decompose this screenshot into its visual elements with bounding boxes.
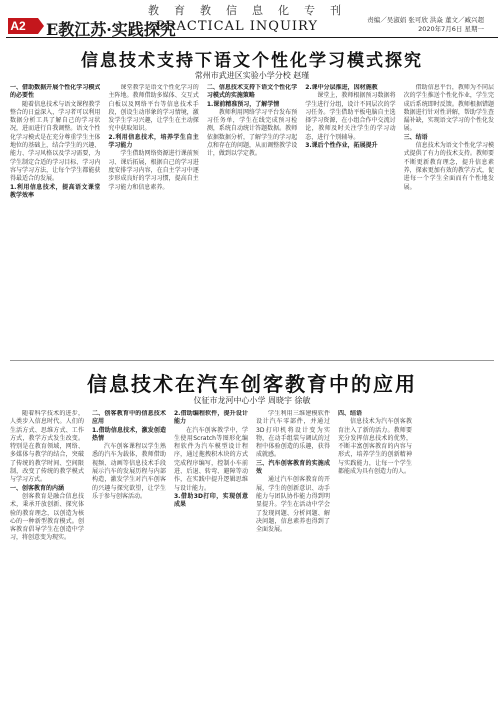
article1-column [305,84,395,352]
paragraph: 在汽车创客教学中，学生使用Scratch等图形化编程软件为汽车模型设计程序，通过拖拽积木块的方式完成程序编写，控制小车前进、后退、转弯、避障等动作，在实践中提升逻辑思维与设计能力。 [174,426,248,492]
paragraph: 信息技术为语文个性化学习模式提供了有力的技术支持。教师要不断更新教育理念，提升信息素养，探索更加有效的教学方式，促进每一个学生全面而有个性地发展。 [403,142,495,191]
article1-byline: 常州市武进区实验小学分校 赵瑾 [194,71,310,80]
paragraph: 三、结语 [403,133,428,141]
paragraph: 借助信息平台，教师为不同层次的学生推送个性化作业，学生完成后系统即时反馈。教师根据错题数据进行针对性讲解，帮助学生查漏补缺，实现语文学习的个性化发展。 [403,84,495,133]
article1-body [10,84,494,352]
issue-date: 2020年7月6日 星期一 [418,25,484,33]
article2-column [420,410,494,702]
article1-column [207,84,297,352]
paragraph: 二、信息技术支持下语文个性化学习模式的实施策略 [206,84,298,100]
paragraph: 课堂上，教师根据预习数据将学生进行分组，设计不同层次的学习任务。学生借助平板电脑自主选择学习资源，在小组合作中交流讨论，教师及时关注学生的学习动态，进行个别辅导。 [305,92,396,141]
paragraph: 2.课中分层推进，因材施教 [305,84,378,91]
page-code-badge [8,18,38,34]
article2-column [92,410,166,702]
paragraph: 3.课后个性作业，拓展提升 [305,142,378,150]
paragraph: 1.课前精准预习，了解学情 [206,100,280,108]
article2-column [256,410,330,702]
article2-body [10,410,494,702]
editor-names: 责编／吴淑娟 张可欣 洪焱 董文／臧兴超 [367,16,484,24]
article2-byline: 仪征市龙河中心小学 周晓宇 徐敏 [193,396,311,405]
paragraph: 1.借助信息技术，激发创造热情 [92,426,166,442]
paragraph: 2.借助编程软件，提升设计能力 [174,410,248,426]
paragraph: 学生利用三维建模软件设计汽车零部件，并通过3D打印机将设计变为实物，在动手组装与调试的过程中体验创造的乐趣，获得成就感。 [256,410,330,459]
article2-title: 信息技术在汽车创客教育中的应用 [87,372,417,396]
column-name: E教江苏·实践探究 [46,20,176,39]
paragraph: 3.借助3D打印，实现创意成果 [174,492,248,509]
paragraph: 教师利用网络学习平台发布预习任务单，学生在线完成预习检测，系统自动统计答题数据。教师依据数据分析，了解学生的学习起点和存在的问题，从而调整教学设计，做到以学定教。 [206,108,298,158]
page-code: A2 [10,19,26,33]
paragraph: 随着信息技术与语文课程教学整合的日益深入，学习者可以利用数据分析工具了解自己的学习状况，进而进行自我调整。语文个性化学习模式是在充分尊重学生主体地位的基础上，结合学生的兴趣、能力、学习风格以及学习需要，为学生制定合适的学习目标、学习内容与学习方法，让每个学生都能获得最适合的发展。 [10,100,101,183]
paragraph: 四、结语 [338,410,363,417]
masthead-bar [6,16,498,38]
paragraph: 2.利用信息技术，培养学生自主学习能力 [108,133,199,150]
column-english-name: PRACTICAL INQUIRY [156,19,319,34]
paragraph: 课堂教学是语文个性化学习的主阵地。教师借助多媒体、交互式白板以及网络平台等信息技术手段，创设生动形象的学习情境，激发学生学习兴趣，让学生在主动探究中获取知识。 [108,84,199,133]
article2-column [174,410,248,702]
article-divider [10,360,494,361]
paragraph: 信息技术为汽车创客教育注入了新的活力。教师要充分发挥信息技术的优势，不断丰富创客教育的内容与形式，培养学生的创新精神与实践能力，让每一个学生都能成为具有创造力的人。 [338,418,412,476]
article2-column [338,410,412,702]
paragraph: 随着科学技术的进步，人类步入信息时代。人们的生活方式、思维方式、工作方式，教学方式发生改变。特别是在教育领域，网络、多媒体与教学的结合，突破了传统的教学时间、空间限制，改变了传统的教学模式与学习方式。 [10,410,84,484]
paragraph: 三、汽车创客教育的实施成效 [256,459,330,476]
paragraph: 二、创客教育中的信息技术应用 [92,410,166,426]
article1-column [404,84,494,352]
article1-title: 信息技术支持下语文个性化学习模式探究 [81,51,423,71]
newspaper-slogan: 教育教信息化专刊 [148,4,356,17]
paragraph: 通过汽车创客教育的开展，学生的创新意识、动手能力与团队协作能力得到明显提升。学生在活动中学会了发现问题、分析问题、解决问题，信息素养也得到了全面发展。 [256,476,330,534]
paragraph: 一、创客教育的内涵 [10,484,65,492]
paragraph: 一、借助数据开展个性化学习模式的必要性 [10,84,101,100]
paragraph: 1.利用信息技术，提高语文课堂教学效率 [10,183,101,199]
page-code-arrow-icon [38,18,44,34]
masthead-top [0,0,504,17]
paragraph: 学生借助网络资源进行课前预习、课后拓展，根据自己的学习进度安排学习内容，在自主学习中逐步形成良好的学习习惯，提高自主学习能力和信息素养。 [108,150,199,191]
article2-column [10,410,84,702]
paragraph: 汽车创客课程以学生熟悉的汽车为载体，教师借助视频、动画等信息技术手段展示汽车的发展历程与内部构造，激发学生对汽车创客的兴趣与探究欲望，让学生乐于参与创客活动。 [92,443,166,500]
article1-column [10,84,100,352]
editor-credits [367,16,484,34]
paragraph: 创客教育是融合信息技术，秉承开放创新、探究体验的教育理念，以创造为核心的一种新型教育模式。创客教育倡导学生在创造中学习，将创意变为现实。 [10,492,84,542]
article1-column [108,84,198,352]
